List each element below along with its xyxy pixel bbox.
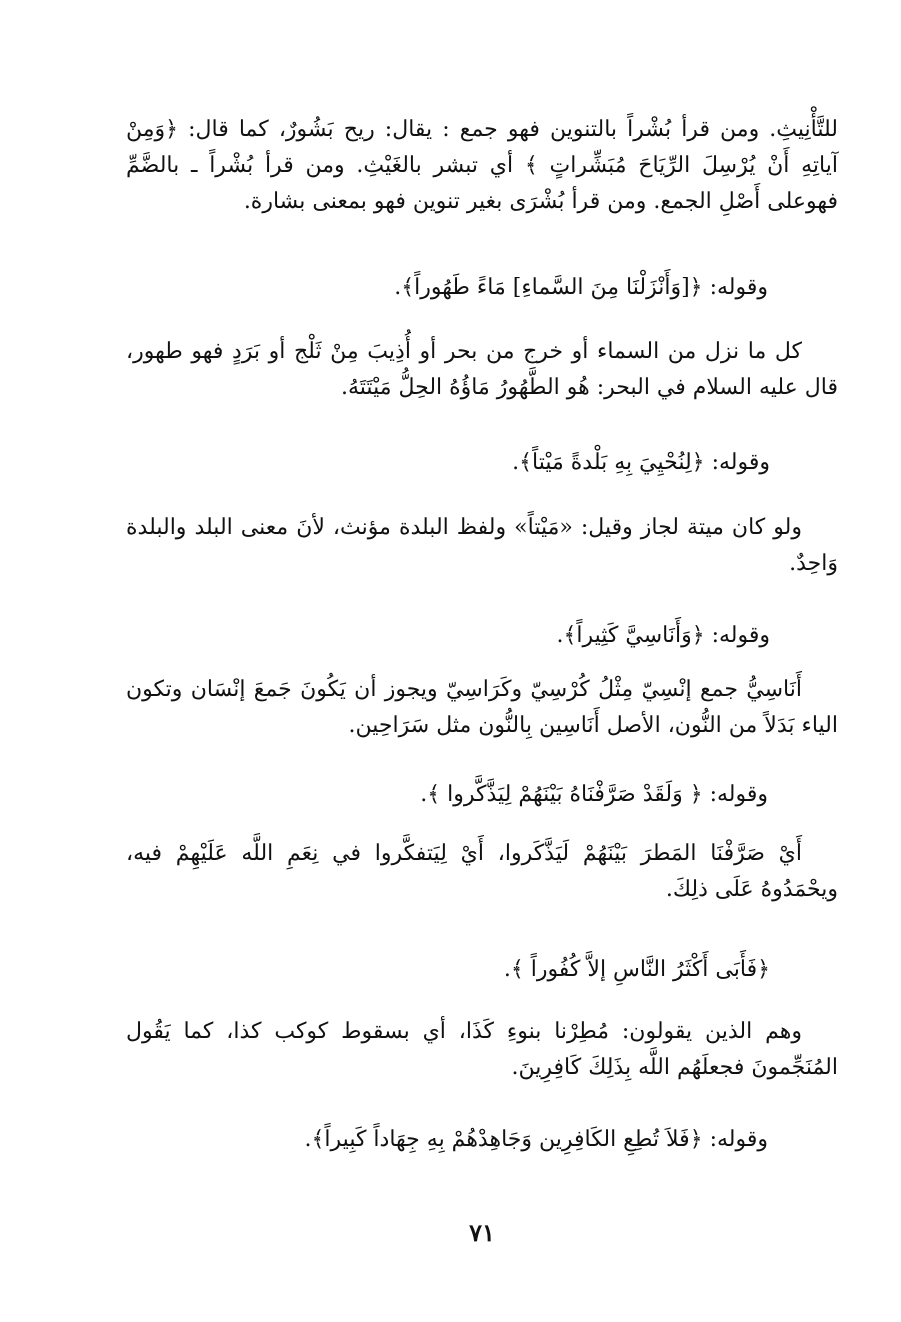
paragraph-balda: ولو كان ميتة لجاز وقيل: «مَيْتاً» ولفظ البلدة مؤنث، لأنَ معنى البلد والبلدة وَاحِدٌ. <box>126 515 838 576</box>
paragraph-tanith: للتَّأْنِيثِ. ومن قرأ بُشْراً بالتنوين فهو جمع : يقال: ريح بَشُورٌ، كما قال: ﴿وَمِنْ آياتِهِ أَنْ يُرْسِلَ الرِّيَاحَ مُبَشِّراتٍ ﴾ أي تبشر بالغَيْثِ. ومن قرأ بُشْراً ـ بالضَّمِّ فهوعلى أَصْلِ الجمع. ومن قرأ بُشْرَى بغير تنوين فهو بمعنى بشارة. <box>126 117 838 214</box>
verse-quote-jihad: وقوله: ﴿فَلاَ تُطِعِ الكَافِرِين وَجَاهِدْهُمْ بِهِ جِهَاداً كَبِيراً﴾. <box>304 1127 768 1152</box>
page-number: ٧١ <box>469 1218 495 1247</box>
verse-quote-kufura: ﴿فَأَبَى أَكْثَرُ النَّاسِ إلاَّ كُفُوراً ﴾. <box>503 957 770 982</box>
paragraph-anasiyy: أَنَاسِيُّ جمع إنْسِيّ مِثْلُ كُرْسِيّ وكَرَاسِيّ ويجوز أن يَكُونَ جَمعَ إنْسَان وتكون الياء بَدَلاً من النُّون، الأصل أَنَاسِين بِالنُّون مثل سَرَاحِين. <box>126 677 838 738</box>
verse-quote-sarrafnahu: وقوله: ﴿ وَلَقَدْ صَرَّفْنَاهُ بَيْنَهُمْ لِيَذَّكَّروا ﴾. <box>420 782 768 807</box>
verse-quote-tahur: وقوله: ﴿[وَأَنْزَلْنَا مِنَ السَّماءِ] مَاءً طَهُوراً﴾. <box>394 275 768 300</box>
paragraph-tahur: كل ما نزل من السماء أو خرج من بحر أو أُذِيبَ مِنْ ثَلْج أو بَرَدٍ فهو طهور، قال عليه السلام في البحر: هُو الطَّهُورُ مَاؤُهُ الحِلُّ مَيْتَتَهُ. <box>126 339 838 400</box>
page-body <box>126 100 838 1247</box>
verse-quote-balda: وقوله: ﴿لِنُحْيِيَ بِهِ بَلْدةً مَيْتاً﴾. <box>512 450 770 475</box>
verse-quote-anasiyy: وقوله: ﴿وَأَنَاسِيَّ كَثِيراً﴾. <box>556 623 770 648</box>
paragraph-nawa: وهم الذين يقولون: مُطِرْنا بنوءِ كَذَا، أي بسقوط كوكب كذا، كما يَقُول المُنَجِّمونَ فجعلَهُم اللَّه بِذَلِكَ كَافِرِينَ. <box>126 1019 838 1080</box>
paragraph-sarrafna: أَيْ صَرَّفْنَا المَطرَ بَيْنَهُمْ لَيَذَّكَروا، أَيْ لِيَتفكَّروا في نِعَمِ اللَّه عَلَيْهِمْ فيه، ويحْمَدُوهُ عَلَى ذلِكَ. <box>126 841 838 902</box>
